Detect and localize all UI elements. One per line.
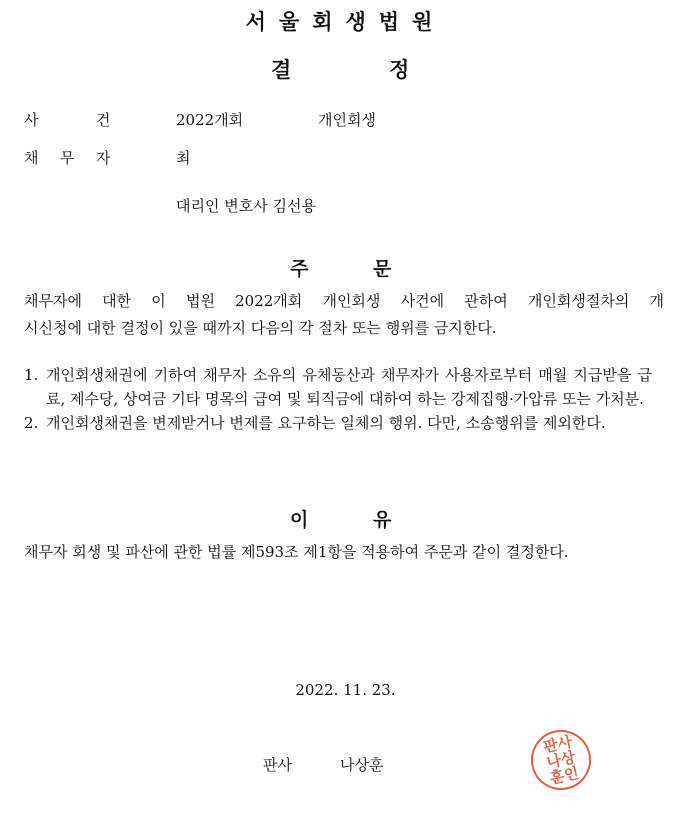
court-name: 서울회생법원 [245, 10, 446, 34]
order-paragraph-line: 시신청에 대한 결정이 있을 때까지 다음의 각 절차 또는 행위를 금지한다. [24, 319, 497, 337]
list-item-number: 1. [24, 366, 39, 384]
judge-title: 판사 [263, 756, 292, 774]
case-type: 개인회생 [318, 111, 376, 129]
order-list [24, 363, 652, 435]
list-item [24, 411, 652, 435]
order-paragraph-line: 채무자에 대한 이 법원 2022개회 개인회생 사건에 관하여 개인회생절차의 개 [24, 292, 664, 310]
case-number: 2022개회 [176, 111, 244, 129]
order-paragraph [24, 288, 664, 342]
judge-seal-stamp [525, 724, 596, 795]
attorney: 대리인 변호사 김선용 [176, 197, 316, 215]
list-item-number: 2. [24, 414, 39, 432]
decision-date: 2022. 11. 23. [295, 681, 396, 699]
list-item [24, 363, 652, 411]
case-label-char: 사 [24, 111, 39, 129]
debtor-label-char: 채 [24, 149, 39, 167]
document-title-left: 결 [271, 58, 292, 82]
case-label-char: 건 [96, 111, 111, 129]
reason-text: 채무자 회생 및 파산에 관한 법률 제593조 제1항을 적용하여 주문과 같이 결정한다. [24, 543, 569, 561]
debtor-label-char: 무 [60, 149, 75, 167]
reason-heading-left: 이 [290, 509, 309, 531]
document-title-right: 정 [389, 58, 410, 82]
list-item-text: 개인회생채권에 기하여 채무자 소유의 유체동산과 채무자가 사용자로부터 매월 지급받을 급료, 제수당, 상여금 기타 명목의 급여 및 퇴직금에 대하여 하는 강제집행·가압류 또는 가처분. [46, 366, 652, 408]
debtor-name: 최 [176, 149, 191, 167]
seal-inscription: 판사나상훈인 [541, 732, 581, 788]
list-item-text: 개인회생채권을 변제받거나 변제를 요구하는 일체의 행위. 다만, 소송행위를 제외한다. [46, 414, 606, 432]
order-heading-left: 주 [290, 258, 309, 280]
judge-name: 나상훈 [340, 756, 384, 774]
order-heading-right: 문 [373, 258, 392, 280]
debtor-label-char: 자 [96, 149, 111, 167]
reason-heading-right: 유 [373, 509, 392, 531]
